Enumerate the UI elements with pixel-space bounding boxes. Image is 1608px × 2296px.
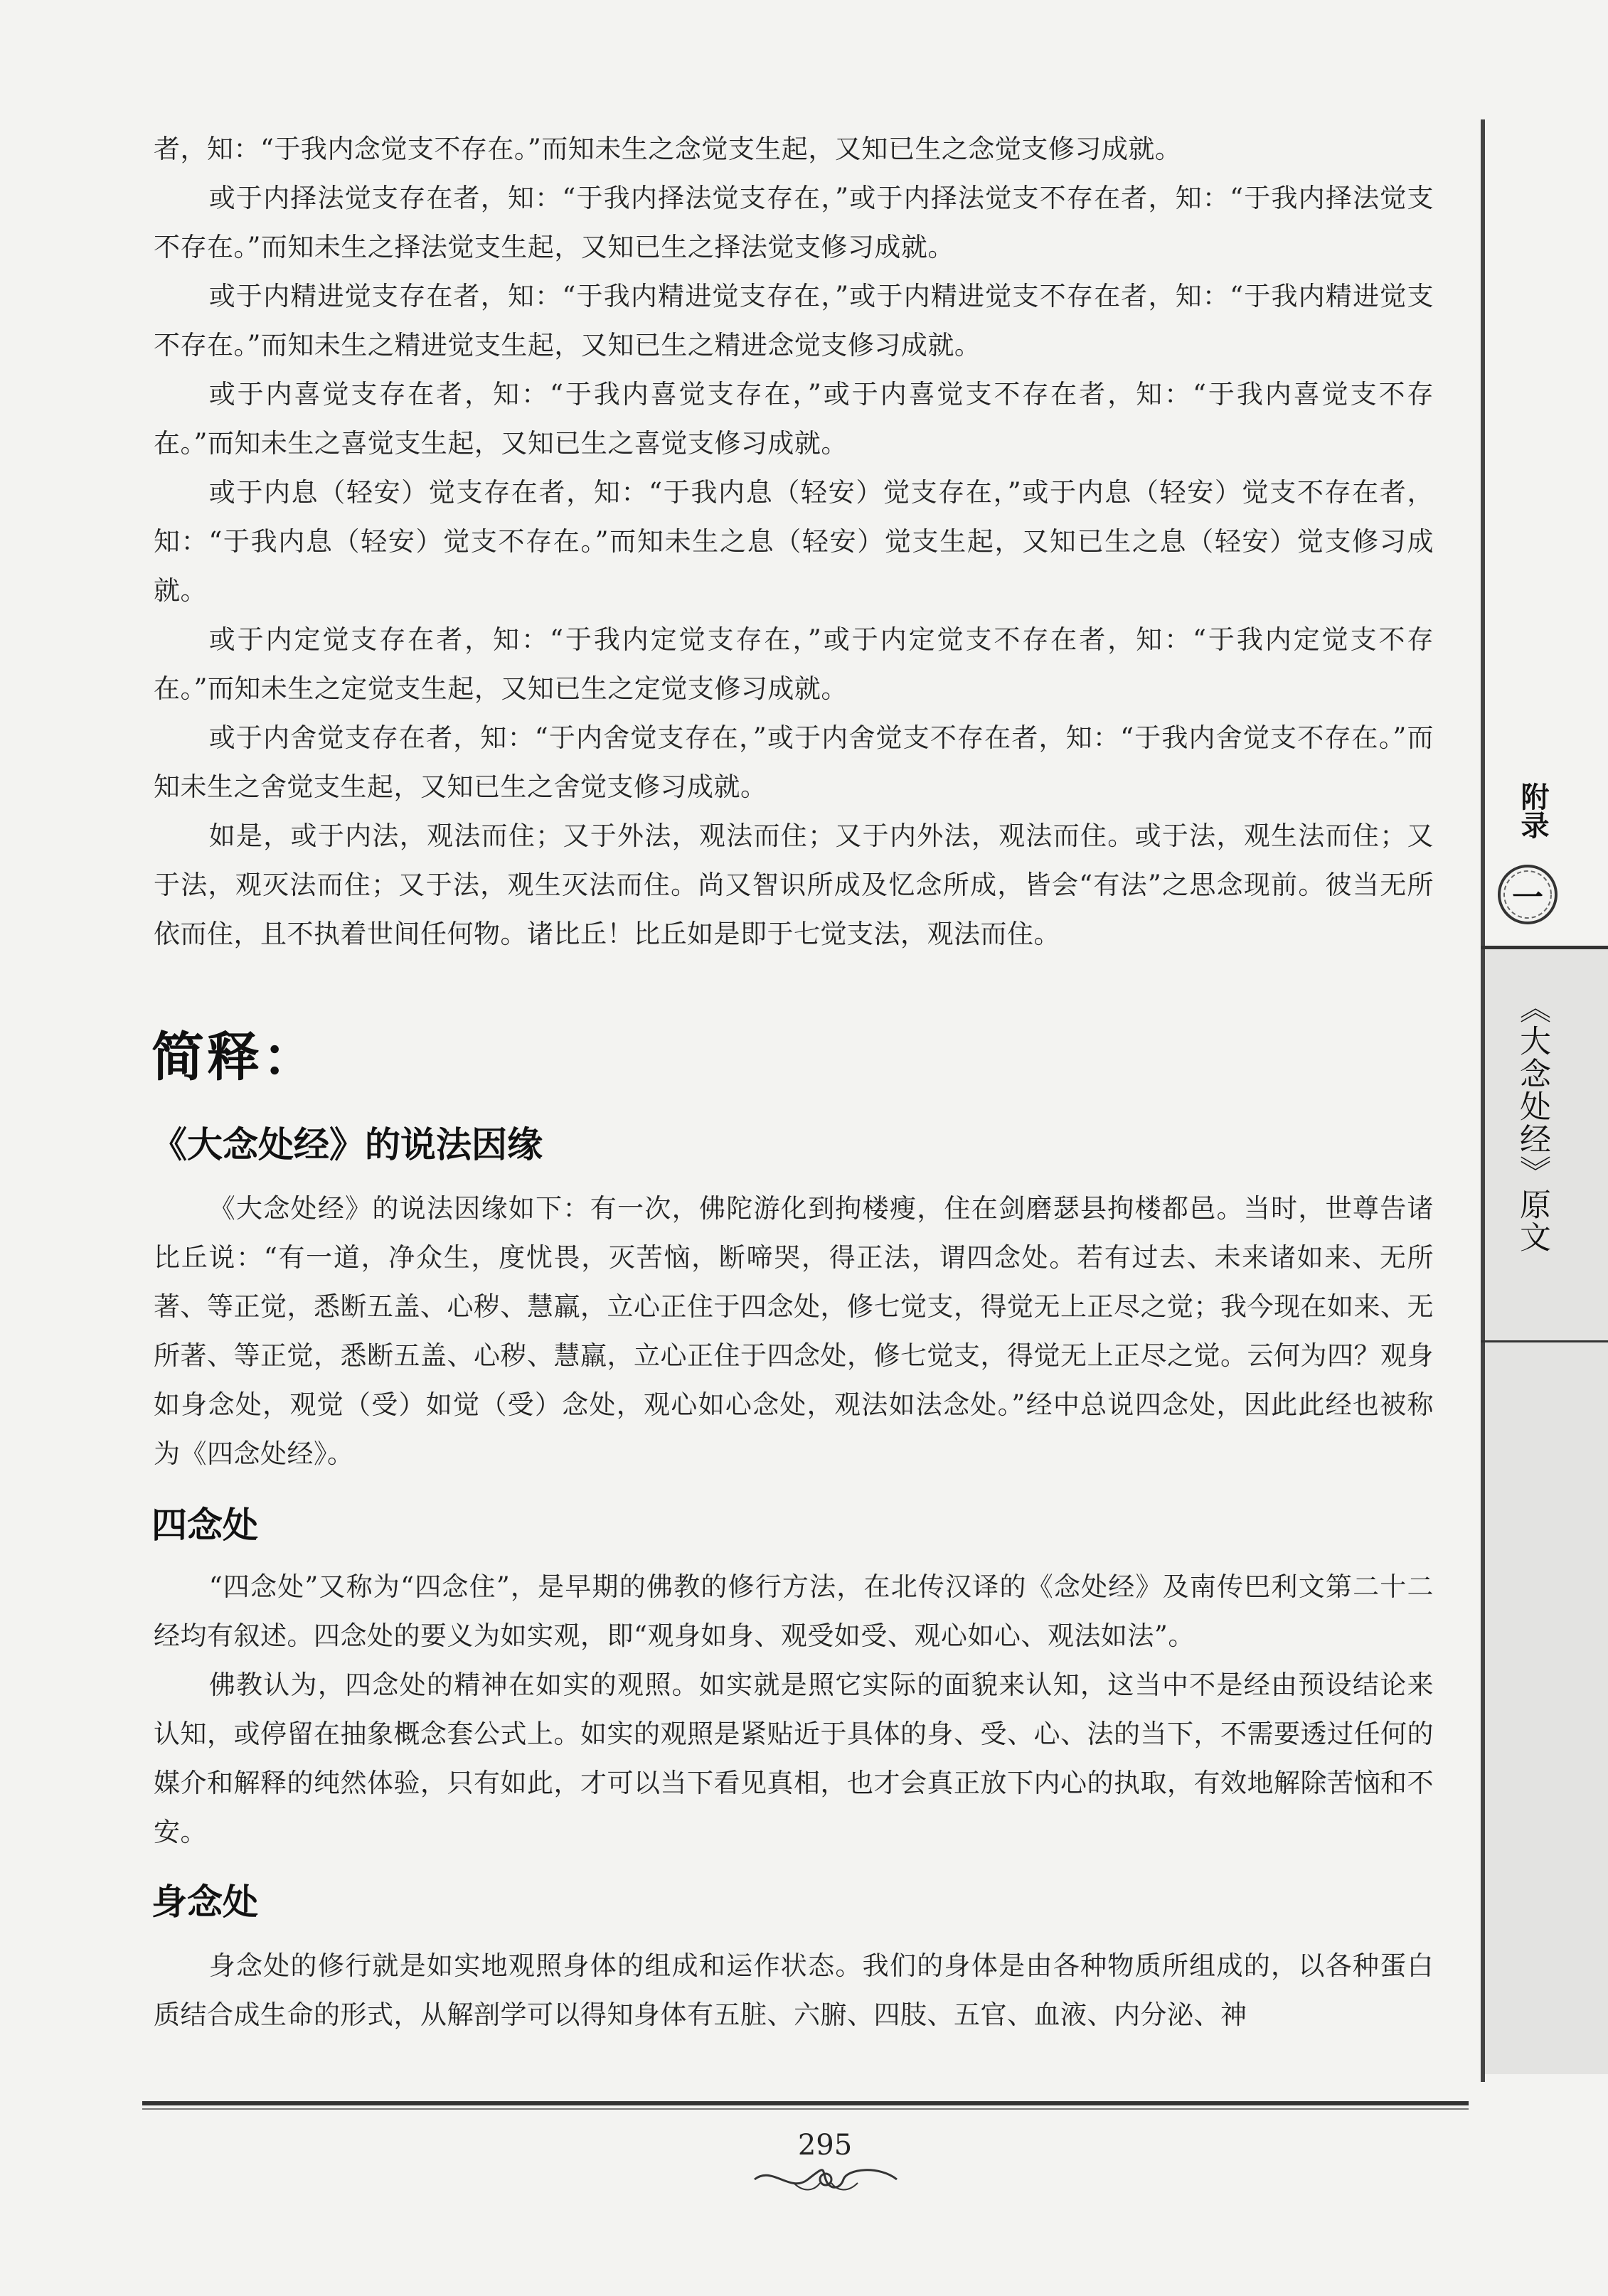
top-text-block [154,124,1434,959]
paragraph: 或于内舍觉支存在者，知：“于内舍觉支存在，”或于内舍觉支不存在者，知：“于我内舍觉支不存在。”而知未生之舍觉支生起，又知已生之舍觉支修习成就。 [154,722,1434,802]
paragraph: 身念处的修行就是如实地观照身体的组成和运作状态。我们的身体是由各种物质所组成的，以各种蛋白质结合成生命的形式，从解剖学可以得知身体有五脏、六腑、四肢、五官、血液、内分泌、神 [154,1950,1434,2030]
ornament-icon [751,2162,900,2197]
sidebar-title: 《大念处经》原文 [1514,992,1550,1254]
main-heading: 简释： [151,1027,318,1088]
footer-rule [142,2101,1469,2105]
paragraph: 《大念处经》的说法因缘如下：有一次，佛陀游化到拘楼瘦，住在剑磨瑟县拘楼都邑。当时，世尊告诸比丘说：“有一道，净众生，度忧畏，灭苦恼，断啼哭，得正法，谓四念处。若有过去、未来诸如来、无所著、等正觉，悉断五盖、心秽、慧羸，立心正住于四念处，修七觉支，得觉无上正尽之觉；我今现在如来、无所著、等正觉，悉断五盖、心秽、慧羸，立心正住于四念处，修七觉支，得觉无上正尽之觉。云何为四？观身如身念处，观觉（受）如觉（受）念处，观心如心念处，观法如法念处。”经中总说四念处，因此此经也被称为《四念处经》。 [154,1193,1434,1469]
paragraph: 者，知：“于我内念觉支不存在。”而知未生之念觉支生起，又知已生之念觉支修习成就。 [154,134,1182,164]
paragraph: 或于内定觉支存在者，知：“于我内定觉支存在，”或于内定觉支不存在者，知：“于我内定觉支不存在。”而知未生之定觉支生起，又知已生之定觉支修习成就。 [154,624,1434,704]
paragraph: 或于内喜觉支存在者，知：“于我内喜觉支存在，”或于内喜觉支不存在者，知：“于我内喜觉支不存在。”而知未生之喜觉支生起，又知已生之喜觉支修习成就。 [154,379,1434,459]
paragraph: 或于内息（轻安）觉支存在者，知：“于我内息（轻安）觉支存在，”或于内息（轻安）觉支不存在者，知：“于我内息（轻安）觉支不存在。”而知未生之息（轻安）觉支生起，又知已生之息（轻安）觉支修习成就。 [154,477,1434,606]
paragraph: 佛教认为，四念处的精神在如实的观照。如实就是照它实际的面貌来认知，这当中不是经由预设结论来认知，或停留在抽象概念套公式上。如实的观照是紧贴近于具体的身、受、心、法的当下，不需要透过任何的媒介和解释的纯然体验，只有如此，才可以当下看见真相，也才会真正放下内心的执取，有效地解除苦恼和不安。 [154,1670,1434,1847]
section-text [154,1184,1434,1478]
footer-rule-thin [142,2108,1469,2110]
section-heading: 四念处 [151,1504,258,1546]
section-heading: 《大念处经》的说法因缘 [151,1123,543,1165]
appendix-number: 一 [1512,880,1543,916]
section-text [154,1941,1434,2039]
paragraph: “四念处”又称为“四念住”，是早期的佛教的修行方法，在北传汉译的《念处经》及南传巴利文第二十二经均有叙述。四念处的要义为如实观，即“观身如身、观受如受、观心如心、观法如法”。 [154,1571,1434,1651]
paragraph: 如是，或于内法，观法而住；又于外法，观法而住；又于内外法，观法而住。或于法，观生法而住；又于法，观灭法而住；又于法，观生灭法而住。尚又智识所成及忆念所成，皆会“有法”之思念现前。彼当无所依而住，且不执着世间任何物。诸比丘！比丘如是即于七觉支法，观法而住。 [154,821,1434,949]
paragraph: 或于内精进觉支存在者，知：“于我内精进觉支存在，”或于内精进觉支不存在者，知：“于我内精进觉支不存在。”而知未生之精进觉支生起，又知已生之精进念觉支修习成就。 [154,281,1434,361]
paragraph: 或于内择法觉支存在者，知：“于我内择法觉支存在，”或于内择法觉支不存在者，知：“于我内择法觉支不存在。”而知未生之择法觉支生起，又知已生之择法觉支修习成就。 [154,183,1434,262]
sidebar-divider [1481,119,1485,2082]
sidebar-rule-top [1481,946,1608,949]
page-number: 295 [797,2129,853,2162]
appendix-label: 附录 [1516,782,1549,839]
section-text [154,1562,1434,1857]
sidebar-rule-bottom [1481,1340,1608,1342]
section-heading: 身念处 [151,1881,258,1923]
